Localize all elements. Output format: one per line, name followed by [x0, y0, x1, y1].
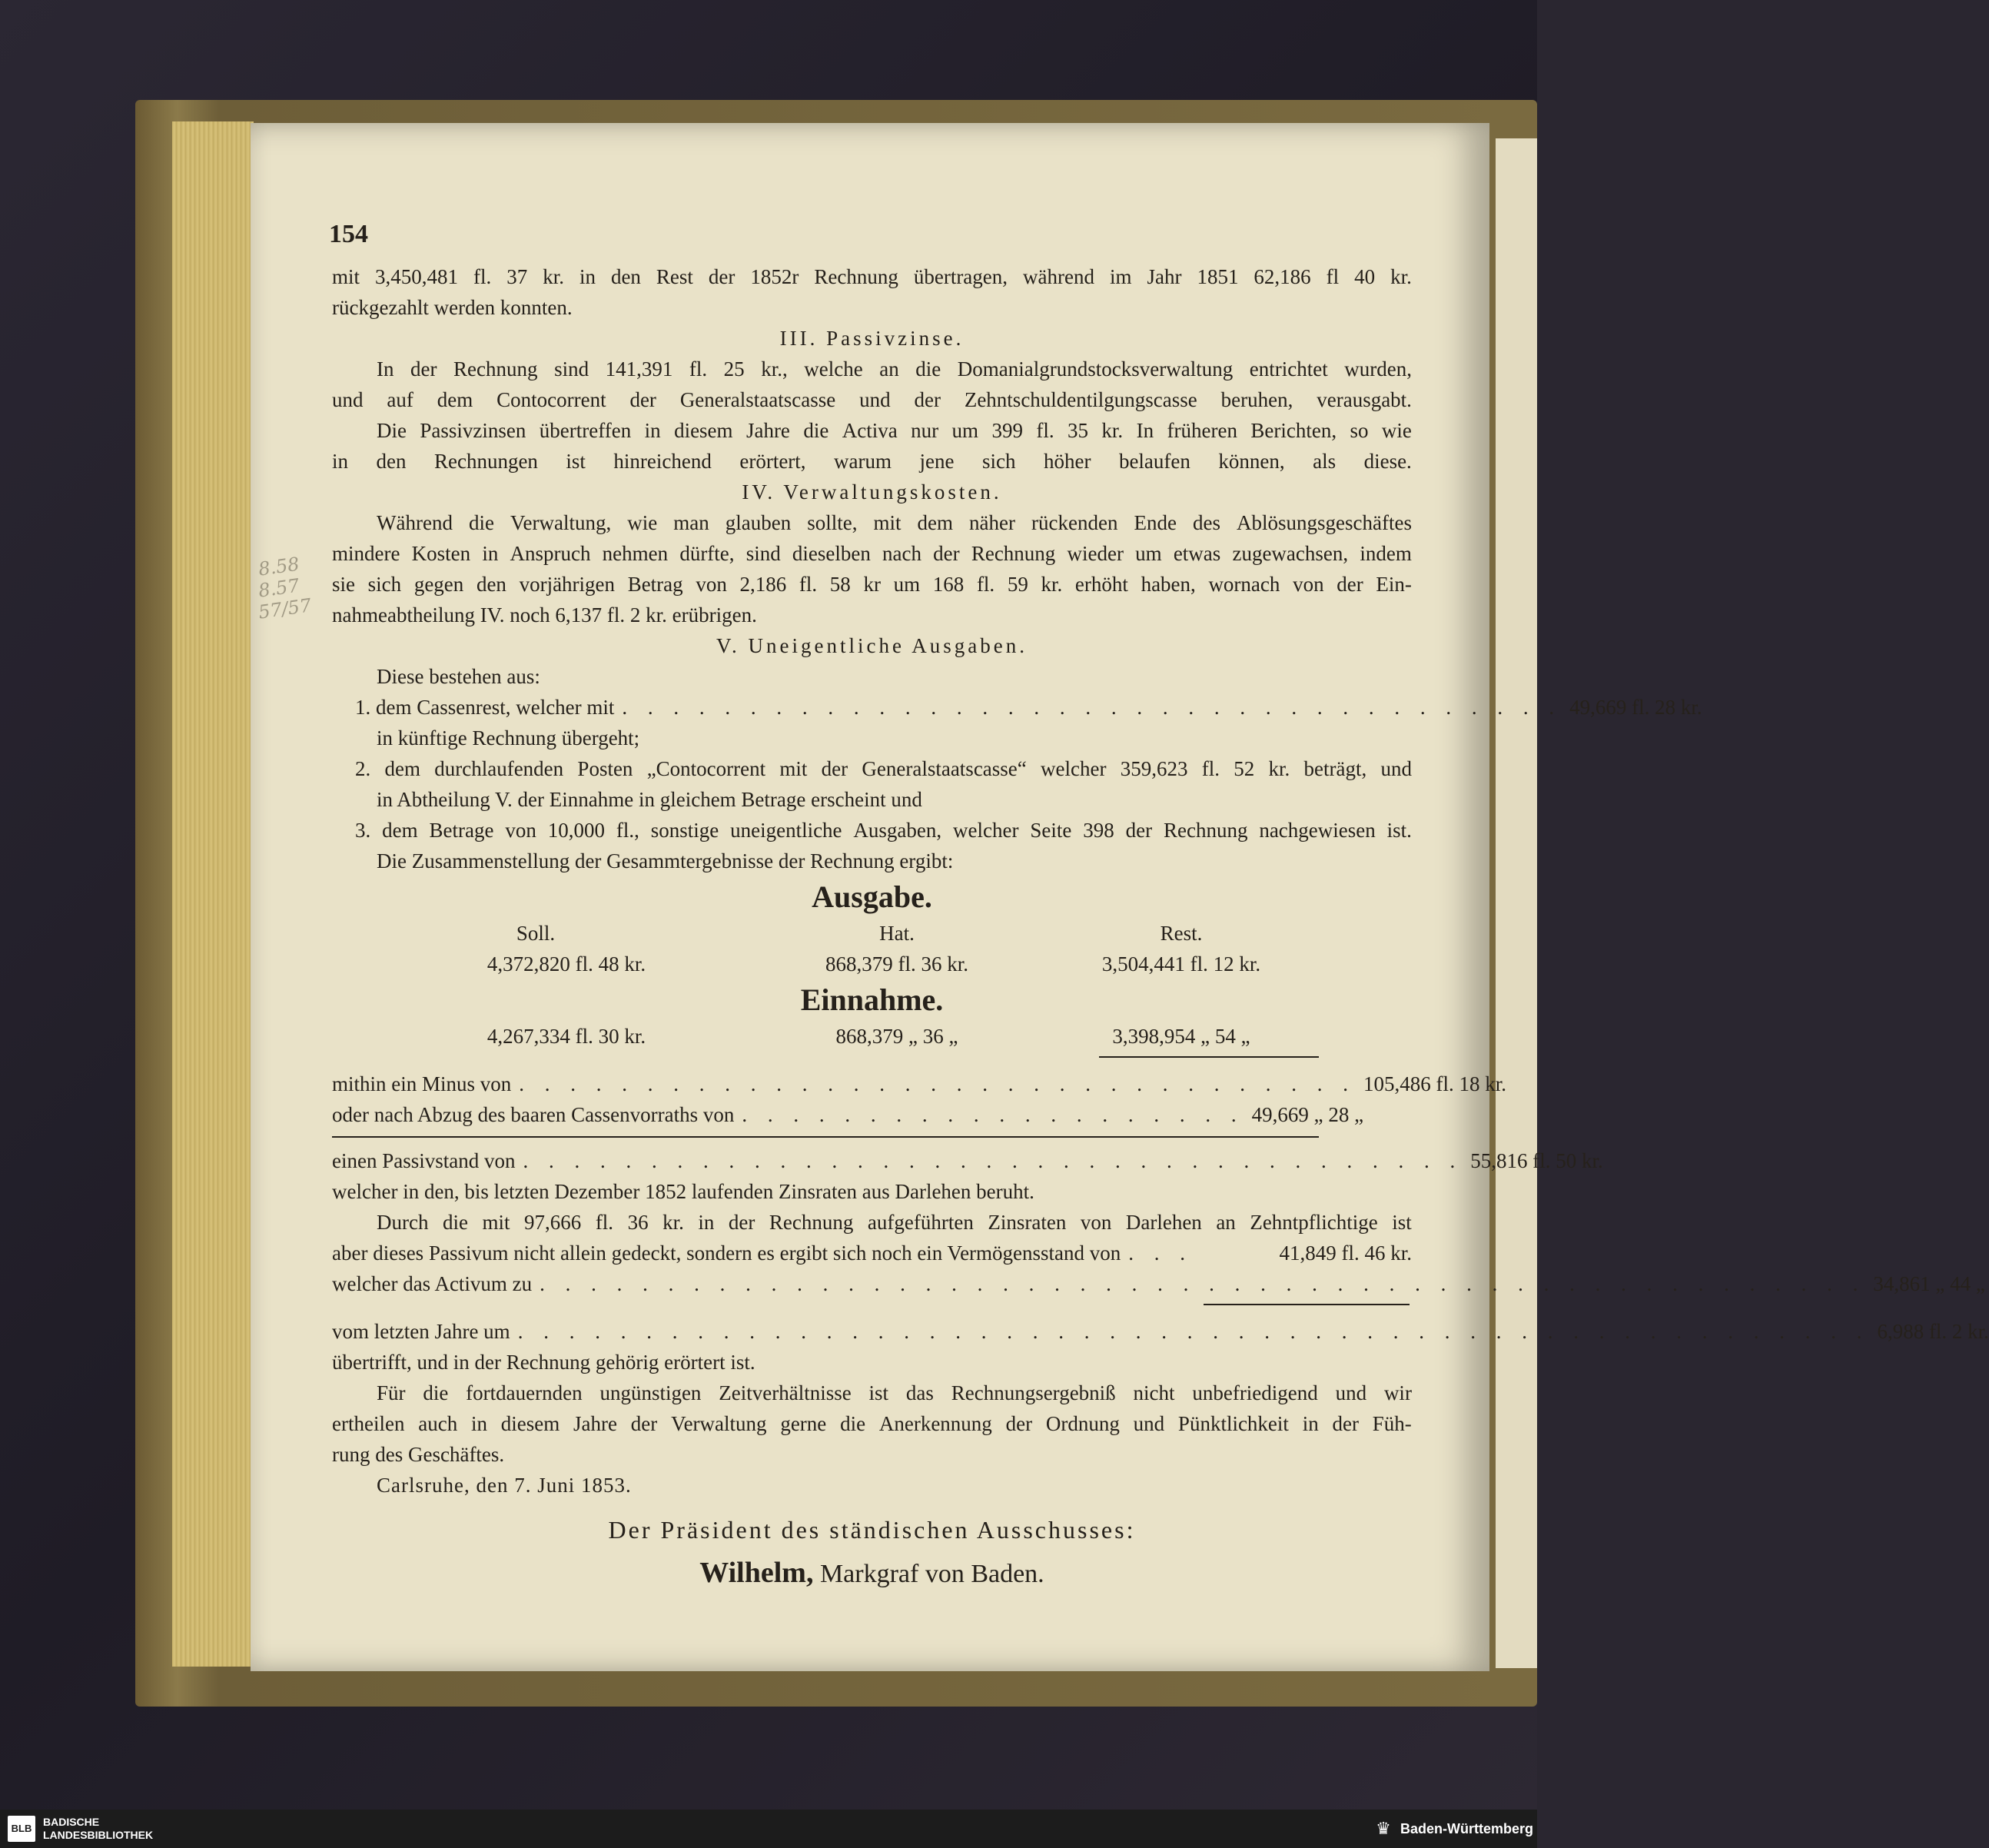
dot-leader: . . . . . . . . . . . . . . . . . . . . . . . . . . . . . . . . . . . . . . . . . . . . . . . . . . . . .	[517, 1320, 1870, 1343]
word: Zehntpflichtige	[1250, 1211, 1378, 1234]
word: der	[1005, 1412, 1033, 1435]
word: kr.	[1390, 265, 1412, 288]
word: die	[840, 1412, 866, 1435]
dot-leader: . . . . . . . . . . . . . . . . . . . . . . . . . . . . . . . . . . . . . . . . . . . . . . . . . . . .	[540, 1272, 1866, 1295]
word: Darlehen	[1125, 1211, 1202, 1234]
word: warum	[834, 450, 892, 473]
word: rückenden	[1031, 511, 1118, 534]
state-name[interactable]: Baden-Württemberg	[1400, 1821, 1534, 1836]
passiv-row	[332, 1145, 1603, 1176]
text-line	[332, 1408, 1412, 1439]
word: mit	[873, 511, 902, 534]
text-line	[332, 1378, 1412, 1408]
word: 97,666	[524, 1211, 582, 1234]
word: 10,000	[547, 819, 605, 842]
word: der	[933, 542, 960, 565]
word: Activa	[842, 419, 898, 442]
signature	[332, 1551, 1412, 1594]
word: fl.	[595, 1211, 614, 1234]
word: erörtert,	[739, 450, 806, 473]
word: erhöht	[1074, 573, 1128, 596]
word: 58	[829, 573, 851, 596]
list-item	[332, 692, 1702, 723]
ausgabe-rest: 3,504,441 fl. 12 kr.	[1101, 952, 1261, 976]
word: übertreffen	[539, 419, 632, 442]
word: haben,	[1141, 573, 1196, 596]
word: der	[629, 388, 656, 411]
word: die	[423, 1381, 449, 1404]
word: „Contocorrent	[646, 757, 766, 780]
difference-value: 6,988 fl. 2 kr.	[1877, 1320, 1989, 1343]
text-line	[332, 569, 1412, 600]
word: während	[1023, 265, 1094, 288]
word: den	[610, 265, 641, 288]
text-line: übertrifft, und in der Rechnung gehörig erörtert ist.	[332, 1351, 755, 1374]
abzug-value: 49,669 „ 28 „	[1251, 1103, 1364, 1126]
word: kr.	[1101, 419, 1124, 442]
word: 3,450,481	[375, 265, 458, 288]
difference-row	[332, 1316, 1989, 1347]
word: 2.	[355, 757, 371, 780]
word: Rechnung	[1163, 819, 1248, 842]
word: in	[482, 542, 499, 565]
col-soll: Soll.	[516, 922, 556, 945]
section-heading: III. Passivzinse.	[779, 327, 965, 350]
word: können,	[1218, 450, 1285, 473]
word: sich	[367, 573, 402, 596]
word: fl.	[799, 573, 818, 596]
word: dem	[437, 388, 473, 411]
word: Anerkennung	[878, 1412, 992, 1435]
word: In	[1136, 419, 1154, 442]
text-line: rung des Geschäftes.	[332, 1443, 505, 1466]
word: dürfte,	[679, 542, 735, 565]
word: gerne	[780, 1412, 827, 1435]
word: Ende	[1134, 511, 1177, 534]
word: welcher	[953, 819, 1019, 842]
word: 36	[627, 1211, 649, 1234]
word: Berichten,	[1250, 419, 1337, 442]
ausgabe-soll: 4,372,820 fl. 48 kr.	[486, 952, 646, 976]
word: Zinsraten	[988, 1211, 1067, 1234]
word: diese.	[1363, 450, 1412, 473]
einnahme-rest: 3,398,954 „ 54 „	[1112, 1025, 1250, 1048]
word: Generalstaatscasse	[679, 388, 836, 411]
word: uneigentliche	[730, 819, 842, 842]
facing-page	[1496, 138, 1537, 1668]
word: Generalstaatscasse“	[862, 757, 1027, 780]
word: nachgewiesen	[1259, 819, 1376, 842]
dot-leader: . . .	[1128, 1241, 1194, 1265]
word: unbefriedigend	[1192, 1381, 1318, 1404]
word: des	[1193, 511, 1220, 534]
minus-row	[332, 1069, 1507, 1099]
word: belaufen	[1118, 450, 1190, 473]
margin-note: 8.58	[257, 553, 301, 580]
word: früheren	[1167, 419, 1237, 442]
word: 3.	[355, 819, 371, 842]
einnahme-soll: 4,267,334 fl. 30 kr.	[486, 1025, 646, 1048]
word: gegen	[413, 573, 464, 596]
dot-leader: . . . . . . . . . . . . . . . . . . . . . . . . . . . . . . . . . . . . .	[523, 1149, 1463, 1172]
word: 168	[932, 573, 965, 596]
word: fl	[1326, 265, 1340, 288]
word: Pünktlichkeit	[1177, 1412, 1289, 1435]
text-line: Diese bestehen aus:	[377, 665, 540, 688]
word: Ordnung	[1045, 1412, 1120, 1435]
signature-name: Wilhelm,	[699, 1557, 814, 1589]
library-name-line2: LANDESBIBLIOTHEK	[43, 1829, 154, 1841]
activum-row	[332, 1268, 1985, 1299]
text-line	[332, 507, 1412, 538]
word: Die	[377, 419, 407, 442]
text-line	[332, 354, 1412, 384]
word: durchlaufenden	[434, 757, 564, 780]
word: Durch	[377, 1211, 429, 1234]
word: Kosten	[411, 542, 471, 565]
word: Betrag	[627, 573, 683, 596]
text-line	[332, 261, 1412, 292]
word: wie	[1381, 419, 1412, 442]
word: auf	[387, 388, 413, 411]
word: zugewachsen,	[1232, 542, 1349, 565]
col-rest: Rest.	[1160, 922, 1203, 945]
word: kr.	[1268, 757, 1290, 780]
dot-leader: . . . . . . . . . . . . . . . . . . . . . . . . . . . . . . . . . . . . .	[622, 696, 1562, 719]
word: 52	[1234, 757, 1255, 780]
word: ist	[868, 1381, 889, 1404]
word: Verwaltung,	[510, 511, 612, 534]
word: der	[821, 757, 848, 780]
word: dem	[917, 511, 954, 534]
library-name-line1: BADISCHE	[43, 1816, 100, 1828]
passiv-value: 55,816 fl. 50 kr.	[1470, 1149, 1603, 1172]
page-number: 154	[329, 220, 368, 248]
word: auch	[418, 1412, 458, 1435]
word: und	[1335, 1381, 1367, 1404]
text-line	[332, 415, 1412, 446]
einnahme-heading: Einnahme.	[800, 982, 944, 1017]
minus-value: 105,486 fl. 18 kr.	[1363, 1072, 1507, 1095]
summary-header-row	[332, 918, 1412, 949]
library-name	[43, 1816, 153, 1842]
word: von	[1080, 1211, 1112, 1234]
word: Rechnungsergebniß	[951, 1381, 1116, 1404]
word: wir	[1383, 1381, 1412, 1404]
word: fortdauernden	[466, 1381, 583, 1404]
word: die	[915, 357, 941, 381]
word: diesem	[500, 1412, 560, 1435]
word: 141,391	[605, 357, 673, 381]
abzug-label: oder nach Abzug des baaren Cassenvorraths von	[332, 1103, 735, 1126]
text-line: nahmeabtheilung IV. noch 6,137 fl. 2 kr. erübrigen.	[332, 603, 757, 627]
abzug-row	[332, 1099, 1364, 1130]
word: 62,186	[1254, 265, 1311, 288]
word: die	[468, 511, 494, 534]
word: dem	[382, 819, 418, 842]
word: übertragen,	[913, 265, 1008, 288]
word: Zeitverhältnisse	[719, 1381, 852, 1404]
word: 40	[1354, 265, 1376, 288]
word: 359,623	[1120, 757, 1188, 780]
word: 2,186	[739, 573, 787, 596]
word: fl.	[1201, 757, 1220, 780]
word: aufgeführten	[867, 1211, 974, 1234]
word: wie	[627, 511, 658, 534]
word: Anspruch	[510, 542, 591, 565]
word: der	[1125, 819, 1153, 842]
word: und	[1133, 1412, 1165, 1435]
word: fl.	[1036, 419, 1054, 442]
word: von	[1293, 573, 1324, 596]
blb-logo[interactable]: BLB	[8, 1816, 35, 1842]
word: in	[644, 419, 661, 442]
word: nur	[911, 419, 939, 442]
word: der	[630, 1412, 658, 1435]
word: sich	[981, 450, 1016, 473]
word: an	[1216, 1211, 1236, 1234]
baden-wuerttemberg-lions-icon: ♛	[1376, 1819, 1391, 1838]
word: um	[893, 573, 921, 596]
word: ist	[1392, 1211, 1412, 1234]
word: beträgt,	[1303, 757, 1367, 780]
word: und	[332, 388, 364, 411]
word: ist.	[1386, 819, 1412, 842]
word: näher	[969, 511, 1016, 534]
word: den	[476, 573, 506, 596]
text-line	[332, 384, 1412, 415]
text-line	[332, 1207, 1412, 1238]
word: den	[376, 450, 407, 473]
list-item-value: 49,669 fl. 28 kr.	[1569, 696, 1702, 719]
word: Ablösungsgeschäftes	[1237, 511, 1412, 534]
word: nach	[882, 542, 921, 565]
word: vorjährigen	[519, 573, 616, 596]
word: Rechnungen	[433, 450, 538, 473]
word: sind	[745, 542, 781, 565]
dot-leader: . . . . . . . . . . . . . . . . . . . . . . . . . . . . . . . . .	[519, 1072, 1356, 1095]
list-item	[332, 815, 1412, 846]
word: der	[708, 265, 735, 288]
word: fl.,	[616, 819, 639, 842]
word: welcher	[1041, 757, 1107, 780]
word: dem	[384, 757, 420, 780]
vermoegen-row	[332, 1238, 1412, 1268]
word: höher	[1043, 450, 1091, 473]
col-hat: Hat.	[879, 922, 915, 945]
vermoegen-value: 41,849 fl. 46 kr.	[1279, 1241, 1412, 1265]
word: In	[377, 357, 394, 381]
ausgabe-row	[332, 949, 1412, 979]
activum-value: 34,861 „ 44 „	[1873, 1272, 1985, 1295]
margin-notes	[257, 553, 313, 623]
text-line: Die Zusammenstellung der Gesammtergebnisse der Rechnung ergibt:	[377, 849, 954, 872]
word: fl.	[689, 357, 708, 381]
word: Rechnung	[769, 1211, 854, 1234]
text-line: in Abtheilung V. der Einnahme in gleichem Betrage erscheint und	[377, 788, 922, 811]
word: wieder	[1067, 542, 1124, 565]
word: Rechnung	[971, 542, 1056, 565]
ausgabe-hat: 868,379 fl. 36 kr.	[825, 952, 968, 976]
word: um	[1135, 542, 1162, 565]
einnahme-hat: 868,379 „ 36 „	[835, 1025, 958, 1048]
word: kr.,	[761, 357, 788, 381]
word: im	[1109, 265, 1132, 288]
word: um	[951, 419, 979, 442]
list-item-label: 1. dem Cassenrest, welcher mit	[355, 696, 615, 719]
word: sonstige	[650, 819, 719, 842]
einnahme-row	[332, 1021, 1412, 1052]
word: so	[1350, 419, 1369, 442]
word: jene	[919, 450, 955, 473]
list-item	[332, 753, 1412, 784]
word: ungünstigen	[599, 1381, 702, 1404]
word: Rest	[656, 265, 693, 288]
section-heading: V. Uneigentliche Ausgaben.	[716, 634, 1028, 657]
word: indem	[1360, 542, 1412, 565]
word: entrichtet	[1249, 357, 1328, 381]
word: der	[728, 1211, 755, 1234]
word: fl.	[976, 573, 995, 596]
word: dieselben	[792, 542, 871, 565]
word: Füh-	[1372, 1412, 1412, 1435]
word: 1852r	[750, 265, 799, 288]
word: mindere	[332, 542, 400, 565]
word: Rechnung	[453, 357, 538, 381]
word: Während	[377, 511, 453, 534]
word: ertheilen	[332, 1412, 405, 1435]
word: Verwaltung	[671, 1412, 767, 1435]
word: sie	[332, 573, 355, 596]
word: Jahr	[1147, 265, 1182, 288]
word: und	[1380, 757, 1412, 780]
word: in	[1302, 1412, 1319, 1435]
word: 37	[506, 265, 528, 288]
ausgabe-heading: Ausgabe.	[812, 879, 932, 914]
word: Betrage	[429, 819, 494, 842]
word: ist	[566, 450, 586, 473]
section-heading: IV. Verwaltungskosten.	[742, 480, 1002, 504]
word: nicht	[1133, 1381, 1175, 1404]
margin-note: 8.57	[257, 574, 301, 602]
word: sind	[554, 357, 589, 381]
word: von	[505, 819, 536, 842]
word: diesem	[674, 419, 733, 442]
word: mit	[482, 1211, 510, 1234]
passiv-label: einen Passivstand von	[332, 1149, 516, 1172]
word: kr.	[543, 265, 564, 288]
dot-leader: . . . . . . . . . . . . . . . . . . . .	[742, 1103, 1244, 1126]
word: in	[470, 1412, 487, 1435]
word: glauben	[725, 511, 792, 534]
word: Jahre	[745, 419, 790, 442]
word: an	[879, 357, 899, 381]
word: Domanialgrundstocksverwaltung	[957, 357, 1234, 381]
word: in	[579, 265, 596, 288]
vermoegen-label: aber dieses Passivum nicht allein gedeckt, sondern es ergibt sich noch ein Vermögensstand von	[332, 1241, 1121, 1265]
text-line: welcher in den, bis letzten Dezember 1852 laufenden Zinsraten aus Darlehen beruht.	[332, 1180, 1034, 1203]
place-date: Carlsruhe, den 7. Juni 1853.	[377, 1474, 632, 1497]
word: fl.	[473, 265, 492, 288]
word: 1851	[1197, 265, 1239, 288]
word: Jahre	[573, 1412, 618, 1435]
word: Passivzinsen	[420, 419, 526, 442]
word: das	[905, 1381, 934, 1404]
word: als	[1313, 450, 1337, 473]
word: 59	[1007, 573, 1028, 596]
activum-label: welcher das Activum zu	[332, 1272, 533, 1295]
word: Rechnung	[814, 265, 898, 288]
word: Für	[377, 1381, 406, 1404]
word: kr.	[1041, 573, 1063, 596]
word: wurden,	[1344, 357, 1412, 381]
word: verausgabt.	[1317, 388, 1412, 411]
word: kr.	[662, 1211, 684, 1234]
word: der	[914, 388, 941, 411]
word: welche	[804, 357, 863, 381]
word: sollte,	[807, 511, 858, 534]
word: und	[859, 388, 891, 411]
word: die	[443, 1211, 468, 1234]
word: wornach	[1208, 573, 1280, 596]
word: in	[698, 1211, 715, 1234]
word: Zehntschuldentilgungscasse	[964, 388, 1197, 411]
text-line	[332, 538, 1412, 569]
word: nehmen	[602, 542, 669, 565]
margin-note: 57/57	[257, 594, 313, 623]
word: Ein-	[1376, 573, 1412, 596]
word: 35	[1068, 419, 1089, 442]
text-line	[332, 446, 1412, 477]
difference-label: vom letzten Jahre um	[332, 1320, 510, 1343]
word: man	[673, 511, 709, 534]
word: Ausgaben,	[853, 819, 942, 842]
word: 25	[723, 357, 745, 381]
page-text	[329, 208, 1989, 1594]
footer-bar	[0, 1810, 1537, 1848]
word: etwas	[1173, 542, 1221, 565]
word: 399	[991, 419, 1023, 442]
word: beruhen,	[1220, 388, 1293, 411]
word: hinreichend	[613, 450, 712, 473]
signature-rest: Markgraf von Baden.	[819, 1560, 1044, 1588]
word: in	[332, 450, 349, 473]
word: der	[1332, 1412, 1359, 1435]
word: mit	[779, 757, 808, 780]
word: der	[1337, 573, 1363, 596]
word: die	[803, 419, 829, 442]
word: mit	[332, 265, 360, 288]
word: kr	[863, 573, 881, 596]
word: von	[696, 573, 727, 596]
signature-title: Der Präsident des ständischen Ausschusses:	[608, 1516, 1136, 1544]
minus-label: mithin ein Minus von	[332, 1072, 512, 1095]
text-line: rückgezahlt werden konnten.	[332, 296, 573, 319]
word: Posten	[577, 757, 633, 780]
word: Contocorrent	[496, 388, 606, 411]
page-edges	[172, 121, 254, 1667]
text-line: in künftige Rechnung übergeht;	[377, 726, 640, 750]
word: Seite	[1030, 819, 1072, 842]
word: der	[410, 357, 437, 381]
word: 398	[1083, 819, 1114, 842]
